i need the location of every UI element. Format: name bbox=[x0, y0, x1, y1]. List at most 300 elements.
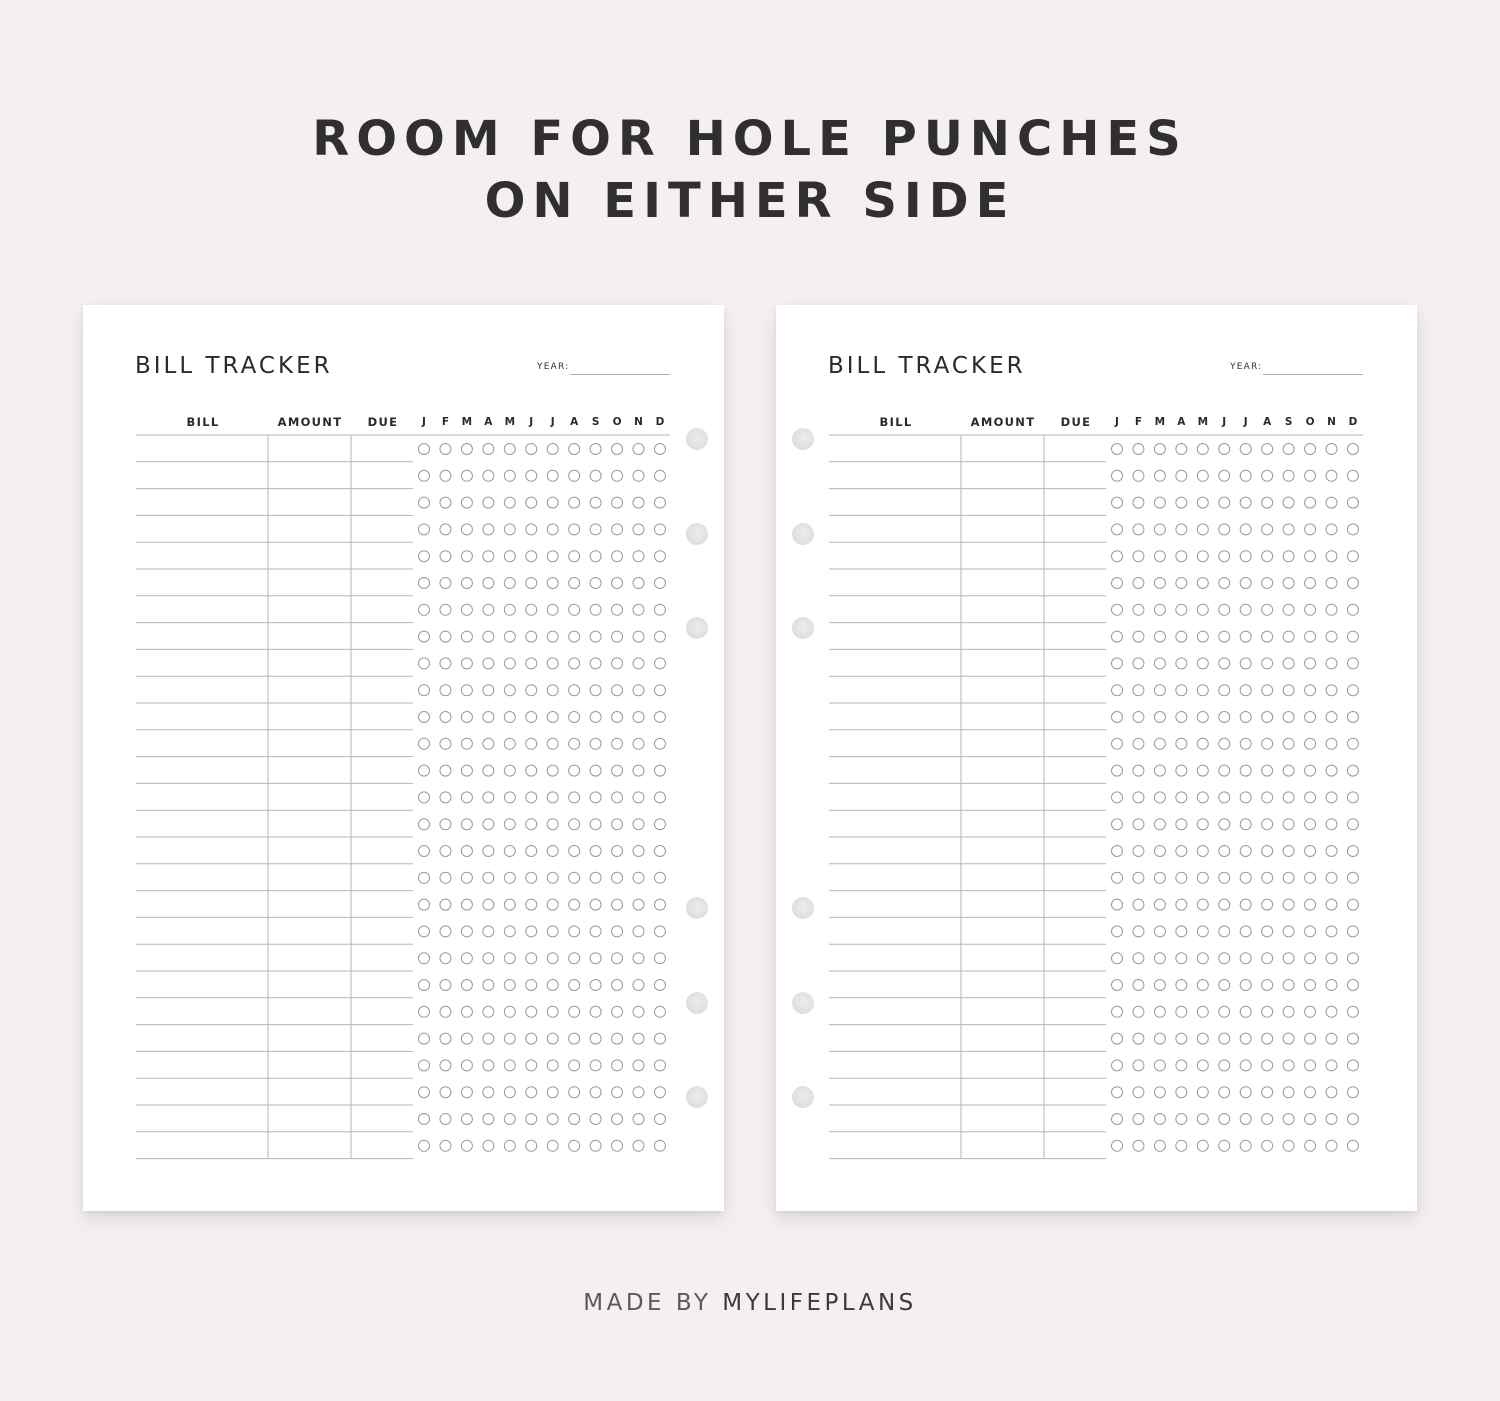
payment-checkbox[interactable] bbox=[654, 685, 665, 696]
payment-checkbox[interactable] bbox=[654, 1060, 665, 1071]
payment-checkbox[interactable] bbox=[1219, 1060, 1230, 1071]
payment-checkbox[interactable] bbox=[1133, 658, 1144, 669]
payment-checkbox[interactable] bbox=[504, 765, 515, 776]
payment-checkbox[interactable] bbox=[461, 1006, 472, 1017]
payment-checkbox[interactable] bbox=[612, 872, 623, 883]
payment-checkbox[interactable] bbox=[1176, 953, 1187, 964]
payment-checkbox[interactable] bbox=[633, 899, 644, 910]
payment-checkbox[interactable] bbox=[1347, 792, 1358, 803]
payment-checkbox[interactable] bbox=[1154, 819, 1165, 830]
payment-checkbox[interactable] bbox=[1112, 846, 1123, 857]
payment-checkbox[interactable] bbox=[1154, 551, 1165, 562]
payment-checkbox[interactable] bbox=[1347, 1087, 1358, 1098]
payment-checkbox[interactable] bbox=[419, 658, 430, 669]
payment-checkbox[interactable] bbox=[547, 470, 558, 481]
payment-checkbox[interactable] bbox=[504, 819, 515, 830]
payment-checkbox[interactable] bbox=[1133, 1087, 1144, 1098]
payment-checkbox[interactable] bbox=[633, 470, 644, 481]
payment-checkbox[interactable] bbox=[483, 792, 494, 803]
payment-checkbox[interactable] bbox=[612, 604, 623, 615]
payment-checkbox[interactable] bbox=[590, 551, 601, 562]
payment-checkbox[interactable] bbox=[1154, 524, 1165, 535]
payment-checkbox[interactable] bbox=[440, 551, 451, 562]
payment-checkbox[interactable] bbox=[1326, 578, 1337, 589]
payment-checkbox[interactable] bbox=[483, 444, 494, 455]
payment-checkbox[interactable] bbox=[1197, 738, 1208, 749]
payment-checkbox[interactable] bbox=[654, 980, 665, 991]
payment-checkbox[interactable] bbox=[483, 497, 494, 508]
payment-checkbox[interactable] bbox=[419, 497, 430, 508]
payment-checkbox[interactable] bbox=[1133, 444, 1144, 455]
payment-checkbox[interactable] bbox=[526, 792, 537, 803]
payment-checkbox[interactable] bbox=[440, 1087, 451, 1098]
payment-checkbox[interactable] bbox=[440, 899, 451, 910]
payment-checkbox[interactable] bbox=[461, 899, 472, 910]
payment-checkbox[interactable] bbox=[1283, 1060, 1294, 1071]
payment-checkbox[interactable] bbox=[590, 470, 601, 481]
payment-checkbox[interactable] bbox=[1347, 846, 1358, 857]
payment-checkbox[interactable] bbox=[440, 846, 451, 857]
payment-checkbox[interactable] bbox=[612, 712, 623, 723]
payment-checkbox[interactable] bbox=[1197, 819, 1208, 830]
payment-checkbox[interactable] bbox=[1133, 1060, 1144, 1071]
payment-checkbox[interactable] bbox=[504, 899, 515, 910]
payment-checkbox[interactable] bbox=[483, 1006, 494, 1017]
payment-checkbox[interactable] bbox=[590, 1006, 601, 1017]
payment-checkbox[interactable] bbox=[590, 1087, 601, 1098]
payment-checkbox[interactable] bbox=[569, 1060, 580, 1071]
payment-checkbox[interactable] bbox=[1176, 604, 1187, 615]
payment-checkbox[interactable] bbox=[1219, 926, 1230, 937]
payment-checkbox[interactable] bbox=[590, 1114, 601, 1125]
payment-checkbox[interactable] bbox=[1283, 926, 1294, 937]
payment-checkbox[interactable] bbox=[1197, 604, 1208, 615]
payment-checkbox[interactable] bbox=[1197, 444, 1208, 455]
payment-checkbox[interactable] bbox=[526, 712, 537, 723]
payment-checkbox[interactable] bbox=[1197, 792, 1208, 803]
payment-checkbox[interactable] bbox=[419, 578, 430, 589]
payment-checkbox[interactable] bbox=[504, 872, 515, 883]
payment-checkbox[interactable] bbox=[440, 1060, 451, 1071]
payment-checkbox[interactable] bbox=[1219, 980, 1230, 991]
payment-checkbox[interactable] bbox=[547, 980, 558, 991]
payment-checkbox[interactable] bbox=[1154, 1114, 1165, 1125]
payment-checkbox[interactable] bbox=[1197, 1140, 1208, 1151]
payment-checkbox[interactable] bbox=[590, 497, 601, 508]
payment-checkbox[interactable] bbox=[1305, 658, 1316, 669]
payment-checkbox[interactable] bbox=[1240, 524, 1251, 535]
payment-checkbox[interactable] bbox=[526, 926, 537, 937]
payment-checkbox[interactable] bbox=[1112, 1140, 1123, 1151]
payment-checkbox[interactable] bbox=[440, 792, 451, 803]
payment-checkbox[interactable] bbox=[1154, 846, 1165, 857]
payment-checkbox[interactable] bbox=[419, 1087, 430, 1098]
payment-checkbox[interactable] bbox=[1112, 604, 1123, 615]
payment-checkbox[interactable] bbox=[1283, 685, 1294, 696]
payment-checkbox[interactable] bbox=[1305, 470, 1316, 481]
payment-checkbox[interactable] bbox=[1197, 980, 1208, 991]
payment-checkbox[interactable] bbox=[419, 765, 430, 776]
payment-checkbox[interactable] bbox=[461, 551, 472, 562]
payment-checkbox[interactable] bbox=[1154, 470, 1165, 481]
payment-checkbox[interactable] bbox=[526, 765, 537, 776]
payment-checkbox[interactable] bbox=[1262, 846, 1273, 857]
payment-checkbox[interactable] bbox=[1240, 712, 1251, 723]
payment-checkbox[interactable] bbox=[526, 1114, 537, 1125]
payment-checkbox[interactable] bbox=[633, 765, 644, 776]
payment-checkbox[interactable] bbox=[1240, 470, 1251, 481]
payment-checkbox[interactable] bbox=[1133, 578, 1144, 589]
payment-checkbox[interactable] bbox=[1326, 1006, 1337, 1017]
payment-checkbox[interactable] bbox=[1305, 792, 1316, 803]
payment-checkbox[interactable] bbox=[526, 1087, 537, 1098]
payment-checkbox[interactable] bbox=[633, 1060, 644, 1071]
payment-checkbox[interactable] bbox=[1154, 658, 1165, 669]
payment-checkbox[interactable] bbox=[526, 738, 537, 749]
payment-checkbox[interactable] bbox=[1154, 1060, 1165, 1071]
payment-checkbox[interactable] bbox=[1240, 604, 1251, 615]
payment-checkbox[interactable] bbox=[1326, 1060, 1337, 1071]
payment-checkbox[interactable] bbox=[1219, 792, 1230, 803]
payment-checkbox[interactable] bbox=[1326, 551, 1337, 562]
payment-checkbox[interactable] bbox=[569, 1114, 580, 1125]
payment-checkbox[interactable] bbox=[440, 872, 451, 883]
payment-checkbox[interactable] bbox=[1305, 899, 1316, 910]
payment-checkbox[interactable] bbox=[1133, 765, 1144, 776]
payment-checkbox[interactable] bbox=[547, 765, 558, 776]
payment-checkbox[interactable] bbox=[419, 685, 430, 696]
payment-checkbox[interactable] bbox=[483, 738, 494, 749]
payment-checkbox[interactable] bbox=[1219, 1140, 1230, 1151]
payment-checkbox[interactable] bbox=[547, 1087, 558, 1098]
payment-checkbox[interactable] bbox=[1112, 497, 1123, 508]
payment-checkbox[interactable] bbox=[1262, 712, 1273, 723]
payment-checkbox[interactable] bbox=[654, 444, 665, 455]
payment-checkbox[interactable] bbox=[1305, 1087, 1316, 1098]
payment-checkbox[interactable] bbox=[1326, 712, 1337, 723]
payment-checkbox[interactable] bbox=[440, 470, 451, 481]
payment-checkbox[interactable] bbox=[1305, 712, 1316, 723]
payment-checkbox[interactable] bbox=[569, 792, 580, 803]
payment-checkbox[interactable] bbox=[1240, 1006, 1251, 1017]
payment-checkbox[interactable] bbox=[569, 738, 580, 749]
payment-checkbox[interactable] bbox=[1240, 738, 1251, 749]
payment-checkbox[interactable] bbox=[483, 551, 494, 562]
payment-checkbox[interactable] bbox=[504, 604, 515, 615]
payment-checkbox[interactable] bbox=[526, 1140, 537, 1151]
payment-checkbox[interactable] bbox=[590, 953, 601, 964]
payment-checkbox[interactable] bbox=[569, 524, 580, 535]
payment-checkbox[interactable] bbox=[590, 1060, 601, 1071]
payment-checkbox[interactable] bbox=[483, 1114, 494, 1125]
payment-checkbox[interactable] bbox=[1112, 551, 1123, 562]
payment-checkbox[interactable] bbox=[1326, 980, 1337, 991]
payment-checkbox[interactable] bbox=[547, 444, 558, 455]
payment-checkbox[interactable] bbox=[1154, 604, 1165, 615]
payment-checkbox[interactable] bbox=[1219, 1006, 1230, 1017]
payment-checkbox[interactable] bbox=[1283, 631, 1294, 642]
payment-checkbox[interactable] bbox=[1326, 765, 1337, 776]
payment-checkbox[interactable] bbox=[1347, 926, 1358, 937]
payment-checkbox[interactable] bbox=[1283, 953, 1294, 964]
payment-checkbox[interactable] bbox=[504, 980, 515, 991]
payment-checkbox[interactable] bbox=[504, 658, 515, 669]
payment-checkbox[interactable] bbox=[612, 1087, 623, 1098]
payment-checkbox[interactable] bbox=[419, 1114, 430, 1125]
payment-checkbox[interactable] bbox=[1283, 1006, 1294, 1017]
payment-checkbox[interactable] bbox=[633, 524, 644, 535]
payment-checkbox[interactable] bbox=[633, 658, 644, 669]
payment-checkbox[interactable] bbox=[569, 980, 580, 991]
payment-checkbox[interactable] bbox=[547, 792, 558, 803]
payment-checkbox[interactable] bbox=[612, 1114, 623, 1125]
payment-checkbox[interactable] bbox=[483, 604, 494, 615]
payment-checkbox[interactable] bbox=[590, 658, 601, 669]
payment-checkbox[interactable] bbox=[1283, 604, 1294, 615]
payment-checkbox[interactable] bbox=[569, 1140, 580, 1151]
payment-checkbox[interactable] bbox=[504, 444, 515, 455]
payment-checkbox[interactable] bbox=[1197, 631, 1208, 642]
payment-checkbox[interactable] bbox=[612, 551, 623, 562]
payment-checkbox[interactable] bbox=[1133, 524, 1144, 535]
payment-checkbox[interactable] bbox=[1112, 792, 1123, 803]
payment-checkbox[interactable] bbox=[1197, 872, 1208, 883]
payment-checkbox[interactable] bbox=[461, 926, 472, 937]
payment-checkbox[interactable] bbox=[1176, 926, 1187, 937]
payment-checkbox[interactable] bbox=[1262, 819, 1273, 830]
payment-checkbox[interactable] bbox=[461, 738, 472, 749]
payment-checkbox[interactable] bbox=[1240, 1033, 1251, 1044]
payment-checkbox[interactable] bbox=[590, 1033, 601, 1044]
payment-checkbox[interactable] bbox=[1305, 1140, 1316, 1151]
payment-checkbox[interactable] bbox=[1176, 872, 1187, 883]
payment-checkbox[interactable] bbox=[1347, 872, 1358, 883]
payment-checkbox[interactable] bbox=[483, 872, 494, 883]
payment-checkbox[interactable] bbox=[1262, 685, 1273, 696]
payment-checkbox[interactable] bbox=[1262, 658, 1273, 669]
payment-checkbox[interactable] bbox=[547, 872, 558, 883]
payment-checkbox[interactable] bbox=[1347, 980, 1358, 991]
payment-checkbox[interactable] bbox=[547, 578, 558, 589]
payment-checkbox[interactable] bbox=[1305, 1006, 1316, 1017]
payment-checkbox[interactable] bbox=[461, 524, 472, 535]
payment-checkbox[interactable] bbox=[1219, 604, 1230, 615]
payment-checkbox[interactable] bbox=[1305, 872, 1316, 883]
payment-checkbox[interactable] bbox=[1347, 712, 1358, 723]
payment-checkbox[interactable] bbox=[483, 578, 494, 589]
payment-checkbox[interactable] bbox=[461, 980, 472, 991]
payment-checkbox[interactable] bbox=[1262, 765, 1273, 776]
payment-checkbox[interactable] bbox=[483, 470, 494, 481]
payment-checkbox[interactable] bbox=[1240, 631, 1251, 642]
payment-checkbox[interactable] bbox=[547, 497, 558, 508]
payment-checkbox[interactable] bbox=[419, 738, 430, 749]
payment-checkbox[interactable] bbox=[633, 631, 644, 642]
payment-checkbox[interactable] bbox=[654, 1006, 665, 1017]
payment-checkbox[interactable] bbox=[1305, 1060, 1316, 1071]
payment-checkbox[interactable] bbox=[1112, 631, 1123, 642]
payment-checkbox[interactable] bbox=[419, 631, 430, 642]
payment-checkbox[interactable] bbox=[1283, 1087, 1294, 1098]
payment-checkbox[interactable] bbox=[1112, 1006, 1123, 1017]
payment-checkbox[interactable] bbox=[612, 1140, 623, 1151]
payment-checkbox[interactable] bbox=[590, 846, 601, 857]
payment-checkbox[interactable] bbox=[1347, 470, 1358, 481]
payment-checkbox[interactable] bbox=[1133, 631, 1144, 642]
payment-checkbox[interactable] bbox=[1262, 872, 1273, 883]
payment-checkbox[interactable] bbox=[483, 765, 494, 776]
payment-checkbox[interactable] bbox=[547, 658, 558, 669]
payment-checkbox[interactable] bbox=[590, 578, 601, 589]
payment-checkbox[interactable] bbox=[1133, 497, 1144, 508]
payment-checkbox[interactable] bbox=[1240, 578, 1251, 589]
payment-checkbox[interactable] bbox=[569, 953, 580, 964]
payment-checkbox[interactable] bbox=[1176, 899, 1187, 910]
payment-checkbox[interactable] bbox=[504, 1114, 515, 1125]
payment-checkbox[interactable] bbox=[612, 470, 623, 481]
payment-checkbox[interactable] bbox=[1283, 819, 1294, 830]
payment-checkbox[interactable] bbox=[654, 604, 665, 615]
payment-checkbox[interactable] bbox=[633, 497, 644, 508]
payment-checkbox[interactable] bbox=[1283, 872, 1294, 883]
payment-checkbox[interactable] bbox=[1176, 578, 1187, 589]
payment-checkbox[interactable] bbox=[1347, 1114, 1358, 1125]
payment-checkbox[interactable] bbox=[1133, 1006, 1144, 1017]
payment-checkbox[interactable] bbox=[504, 524, 515, 535]
payment-checkbox[interactable] bbox=[612, 497, 623, 508]
payment-checkbox[interactable] bbox=[1262, 444, 1273, 455]
payment-checkbox[interactable] bbox=[590, 792, 601, 803]
payment-checkbox[interactable] bbox=[1262, 792, 1273, 803]
payment-checkbox[interactable] bbox=[1283, 792, 1294, 803]
payment-checkbox[interactable] bbox=[612, 1033, 623, 1044]
payment-checkbox[interactable] bbox=[504, 631, 515, 642]
payment-checkbox[interactable] bbox=[440, 953, 451, 964]
payment-checkbox[interactable] bbox=[547, 1033, 558, 1044]
payment-checkbox[interactable] bbox=[1197, 712, 1208, 723]
payment-checkbox[interactable] bbox=[1326, 953, 1337, 964]
payment-checkbox[interactable] bbox=[1197, 578, 1208, 589]
payment-checkbox[interactable] bbox=[1262, 604, 1273, 615]
payment-checkbox[interactable] bbox=[1326, 1140, 1337, 1151]
payment-checkbox[interactable] bbox=[526, 551, 537, 562]
payment-checkbox[interactable] bbox=[526, 980, 537, 991]
payment-checkbox[interactable] bbox=[1176, 1060, 1187, 1071]
payment-checkbox[interactable] bbox=[1305, 1033, 1316, 1044]
payment-checkbox[interactable] bbox=[1262, 524, 1273, 535]
payment-checkbox[interactable] bbox=[1262, 470, 1273, 481]
payment-checkbox[interactable] bbox=[1283, 846, 1294, 857]
payment-checkbox[interactable] bbox=[1219, 712, 1230, 723]
payment-checkbox[interactable] bbox=[1305, 631, 1316, 642]
payment-checkbox[interactable] bbox=[504, 953, 515, 964]
payment-checkbox[interactable] bbox=[461, 792, 472, 803]
payment-checkbox[interactable] bbox=[1197, 658, 1208, 669]
payment-checkbox[interactable] bbox=[504, 497, 515, 508]
payment-checkbox[interactable] bbox=[1133, 926, 1144, 937]
payment-checkbox[interactable] bbox=[1219, 899, 1230, 910]
payment-checkbox[interactable] bbox=[590, 631, 601, 642]
payment-checkbox[interactable] bbox=[633, 685, 644, 696]
payment-checkbox[interactable] bbox=[654, 872, 665, 883]
payment-checkbox[interactable] bbox=[1154, 1140, 1165, 1151]
payment-checkbox[interactable] bbox=[1240, 899, 1251, 910]
payment-checkbox[interactable] bbox=[526, 604, 537, 615]
payment-checkbox[interactable] bbox=[1326, 738, 1337, 749]
payment-checkbox[interactable] bbox=[547, 846, 558, 857]
payment-checkbox[interactable] bbox=[612, 1060, 623, 1071]
payment-checkbox[interactable] bbox=[612, 792, 623, 803]
payment-checkbox[interactable] bbox=[1154, 872, 1165, 883]
payment-checkbox[interactable] bbox=[440, 604, 451, 615]
payment-checkbox[interactable] bbox=[633, 1140, 644, 1151]
payment-checkbox[interactable] bbox=[547, 1006, 558, 1017]
payment-checkbox[interactable] bbox=[1305, 926, 1316, 937]
payment-checkbox[interactable] bbox=[633, 980, 644, 991]
payment-checkbox[interactable] bbox=[569, 604, 580, 615]
payment-checkbox[interactable] bbox=[547, 1060, 558, 1071]
payment-checkbox[interactable] bbox=[590, 604, 601, 615]
payment-checkbox[interactable] bbox=[1326, 524, 1337, 535]
payment-checkbox[interactable] bbox=[547, 953, 558, 964]
payment-checkbox[interactable] bbox=[419, 444, 430, 455]
payment-checkbox[interactable] bbox=[1197, 899, 1208, 910]
payment-checkbox[interactable] bbox=[1176, 1006, 1187, 1017]
payment-checkbox[interactable] bbox=[1176, 819, 1187, 830]
payment-checkbox[interactable] bbox=[569, 765, 580, 776]
payment-checkbox[interactable] bbox=[1112, 926, 1123, 937]
payment-checkbox[interactable] bbox=[440, 819, 451, 830]
payment-checkbox[interactable] bbox=[654, 1033, 665, 1044]
payment-checkbox[interactable] bbox=[1262, 1006, 1273, 1017]
payment-checkbox[interactable] bbox=[1219, 846, 1230, 857]
payment-checkbox[interactable] bbox=[633, 1087, 644, 1098]
payment-checkbox[interactable] bbox=[569, 444, 580, 455]
payment-checkbox[interactable] bbox=[1305, 604, 1316, 615]
payment-checkbox[interactable] bbox=[1347, 631, 1358, 642]
payment-checkbox[interactable] bbox=[1283, 712, 1294, 723]
payment-checkbox[interactable] bbox=[1305, 524, 1316, 535]
payment-checkbox[interactable] bbox=[1347, 578, 1358, 589]
payment-checkbox[interactable] bbox=[1305, 738, 1316, 749]
payment-checkbox[interactable] bbox=[1219, 1033, 1230, 1044]
payment-checkbox[interactable] bbox=[547, 631, 558, 642]
payment-checkbox[interactable] bbox=[654, 551, 665, 562]
payment-checkbox[interactable] bbox=[1133, 738, 1144, 749]
payment-checkbox[interactable] bbox=[461, 1114, 472, 1125]
payment-checkbox[interactable] bbox=[1219, 1114, 1230, 1125]
payment-checkbox[interactable] bbox=[1197, 953, 1208, 964]
payment-checkbox[interactable] bbox=[1133, 872, 1144, 883]
payment-checkbox[interactable] bbox=[1197, 497, 1208, 508]
payment-checkbox[interactable] bbox=[633, 1114, 644, 1125]
payment-checkbox[interactable] bbox=[1154, 578, 1165, 589]
payment-checkbox[interactable] bbox=[526, 658, 537, 669]
payment-checkbox[interactable] bbox=[569, 497, 580, 508]
payment-checkbox[interactable] bbox=[1219, 524, 1230, 535]
payment-checkbox[interactable] bbox=[1133, 604, 1144, 615]
payment-checkbox[interactable] bbox=[1240, 953, 1251, 964]
payment-checkbox[interactable] bbox=[526, 1006, 537, 1017]
payment-checkbox[interactable] bbox=[1197, 765, 1208, 776]
payment-checkbox[interactable] bbox=[1240, 792, 1251, 803]
payment-checkbox[interactable] bbox=[1305, 444, 1316, 455]
payment-checkbox[interactable] bbox=[633, 872, 644, 883]
payment-checkbox[interactable] bbox=[504, 470, 515, 481]
payment-checkbox[interactable] bbox=[461, 953, 472, 964]
payment-checkbox[interactable] bbox=[1219, 765, 1230, 776]
payment-checkbox[interactable] bbox=[1219, 497, 1230, 508]
